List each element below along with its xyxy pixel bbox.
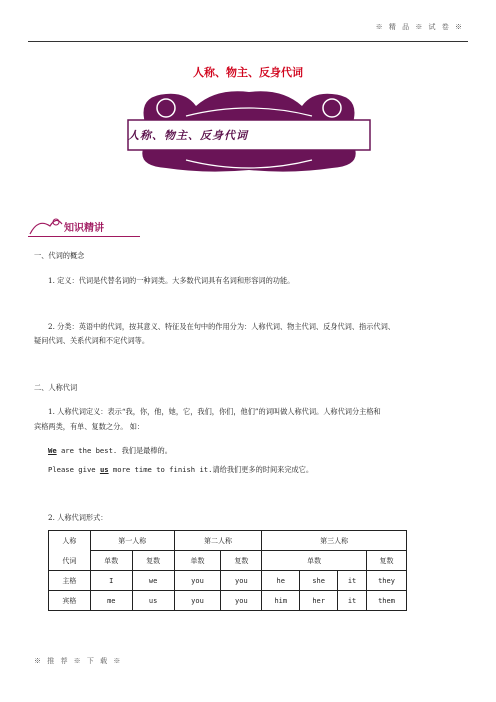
- pronoun-table: [48, 530, 407, 611]
- table-cell: it: [338, 591, 367, 611]
- table-corner-cell: [49, 531, 91, 571]
- subheader-cell: 单数: [262, 551, 367, 571]
- example1-translation: 我们是最棒的。: [121, 446, 172, 455]
- example-sentence-2: [48, 463, 313, 477]
- table-cell: you: [221, 571, 262, 591]
- banner-title: 人称、物主、反身代词: [128, 129, 248, 142]
- header-third-person: 第三人称: [262, 531, 407, 551]
- corner-label-bottom: 代词: [62, 556, 77, 565]
- definition-text: 1. 定义：代词是代替名词的一种词类。大多数代词具有名词和形容词的功能。: [48, 276, 295, 285]
- table-header-row: [49, 531, 407, 551]
- example-sentence-1: [48, 444, 172, 458]
- table-subheader-row: [49, 551, 407, 571]
- example2-text-start: Please give: [48, 465, 100, 474]
- subheader-cell: 复数: [221, 551, 262, 571]
- table-cell: I: [90, 571, 132, 591]
- example1-text: are the best.: [56, 446, 122, 455]
- header-first-person: 第一人称: [90, 531, 174, 551]
- table-cell: we: [132, 571, 174, 591]
- example2-translation: 请给我们更多的时间来完成它。: [212, 465, 314, 474]
- example1-we: We: [48, 446, 57, 455]
- example2-text-end: more time to finish it.: [108, 465, 213, 474]
- section-label: 知识精讲: [64, 223, 104, 234]
- table-cell: them: [367, 591, 407, 611]
- table-cell: her: [300, 591, 338, 611]
- example2-us: us: [99, 465, 109, 474]
- row-label: 主格: [49, 571, 91, 591]
- table-cell: you: [221, 591, 262, 611]
- section1-heading: 一、代词的概念: [34, 251, 85, 260]
- personal-pronoun-definition-line2: 宾格两类，有单、复数之分。 如：: [34, 422, 145, 431]
- subheader-cell: 单数: [90, 551, 132, 571]
- table-cell: him: [262, 591, 300, 611]
- subheader-cell: 复数: [367, 551, 407, 571]
- table-cell: me: [90, 591, 132, 611]
- table-cell: he: [262, 571, 300, 591]
- table-cell: she: [300, 571, 338, 591]
- document-title: 人称、物主、反身代词: [193, 66, 303, 79]
- section-rule: [28, 236, 140, 237]
- footer-text: ※ 推 荐 ※ 下 载 ※: [34, 657, 123, 665]
- header-rule: [28, 41, 468, 42]
- personal-pronoun-definition-line1: 1. 人称代词定义：表示“我，你，他，她，它，我们，你们，他们”的词叫做人称代词。人称代词分主格和: [48, 407, 381, 416]
- subheader-cell: 单数: [174, 551, 221, 571]
- table-cell: us: [132, 591, 174, 611]
- section2-heading: 二、人称代词: [34, 383, 78, 392]
- pronoun-forms-label: 2. 人称代词形式：: [48, 513, 108, 522]
- table-row-nominative: [49, 571, 407, 591]
- table-cell: you: [174, 591, 221, 611]
- header-text: ※ 精 品 ※ 试 卷 ※: [375, 23, 464, 31]
- header-second-person: 第二人称: [174, 531, 262, 551]
- table-cell: they: [367, 571, 407, 591]
- row-label: 宾格: [49, 591, 91, 611]
- corner-label-top: 人称: [62, 536, 77, 545]
- classification-line1: 2. 分类：英语中的代词，按其意义、特征及在句中的作用分为：人称代词、物主代词、反身代词、指示代词、: [48, 322, 395, 331]
- subheader-cell: 复数: [132, 551, 174, 571]
- table-cell: it: [338, 571, 367, 591]
- table-row-accusative: [49, 591, 407, 611]
- classification-line2: 疑问代词、关系代词和不定代词等。: [34, 336, 150, 345]
- table-cell: you: [174, 571, 221, 591]
